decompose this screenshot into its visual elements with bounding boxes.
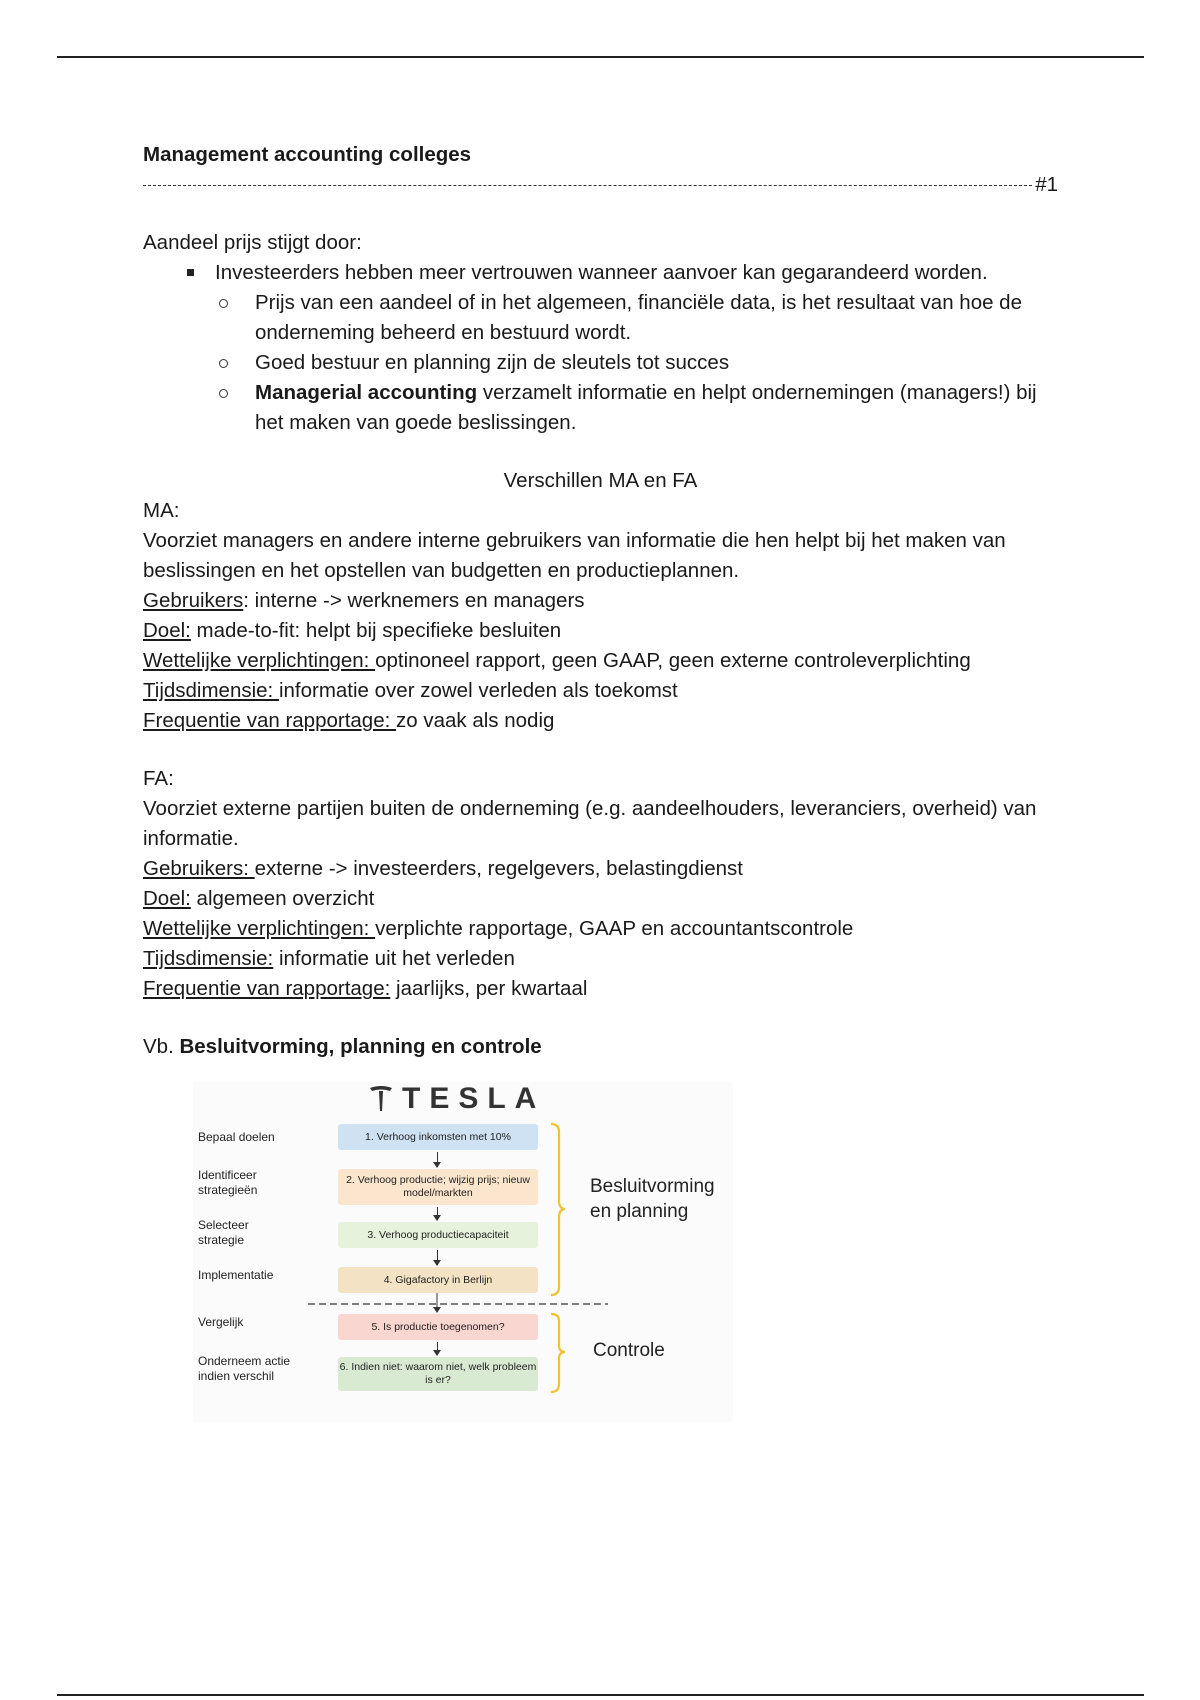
fa-description: Voorziet externe partijen buiten de onderneming (e.g. aandeelhouders, leveranciers, overheid) van informatie. [143,797,1037,850]
ma-row: Gebruikers: interne -> werknemers en managers [143,589,585,612]
footer-rule [57,1694,1144,1696]
dashed-separator [143,170,1058,200]
list-item: Prijs van een aandeel of in het algemeen, financiële data, is het resultaat van hoe de onderneming beheerd en bestuurd wordt. [219,288,1058,348]
ma-row: Doel: made-to-fit: helpt bij specifieke besluiten [143,619,562,642]
step-box: 1. Verhoog inkomsten met 10% [338,1124,538,1150]
intro-list [143,258,1058,438]
step-label: Onderneem actie indien verschil [198,1354,291,1383]
list-item: Investeerders hebben meer vertrouwen wanneer aanvoer kan gegarandeerd worden. Prijs van een aandeel of in het algemeen, financiële data, is het resultaat van hoe de onderneming beheerd en bestuurd wordt. Goed bestuur en planning zijn de sleutels tot succes Managerial accounting verzamelt informatie en helpt ondernemingen (managers!) bij het maken van goede beslissingen. [183,258,1058,438]
list-item: Goed bestuur en planning zijn de sleutels tot succes [219,348,1058,378]
ma-label: MA: [143,499,180,522]
ma-row: Tijdsdimensie: informatie over zowel verleden als toekomst [143,679,678,702]
ma-row: Wettelijke verplichtingen: optinoneel rapport, geen GAAP, geen externe controleverplichting [143,649,971,672]
section-heading: Verschillen MA en FA [503,469,698,492]
step-label: Vergelijk [198,1315,244,1329]
down-arrow-icon [437,1152,438,1167]
intro-heading: Aandeel prijs stijgt door: [143,231,362,254]
fa-row: Frequentie van rapportage: jaarlijks, per kwartaal [143,977,588,1000]
tesla-logo [368,1084,545,1114]
down-arrow-icon [437,1207,438,1220]
doc-title: Management accounting colleges [143,143,472,166]
tesla-process-diagram [193,1082,733,1422]
group-label-control: Controle [593,1340,665,1361]
tesla-wordmark: TESLA [402,1082,546,1115]
step-label: Implementatie [198,1268,274,1282]
bold-term: Managerial accounting [255,381,478,404]
sub-list [215,288,1058,438]
brace-icon [549,1312,567,1394]
fa-row: Gebruikers: externe -> investeerders, regelgevers, belastingdienst [143,857,743,880]
ma-row: Frequentie van rapportage: zo vaak als nodig [143,709,555,732]
document-page [143,140,1058,1422]
example-heading: Vb. Besluitvorming, planning en controle [143,1035,542,1058]
fa-label: FA: [143,767,174,790]
step-label: Bepaal doelen [198,1130,275,1144]
group-label-planning: Besluitvorming en planning [590,1176,715,1222]
step-label: Identificeer strategieën [198,1168,258,1197]
fa-row: Doel: algemeen overzicht [143,887,375,910]
step-label: Selecteer strategie [198,1218,249,1247]
tesla-t-icon [368,1085,394,1113]
down-arrow-icon [437,1342,438,1355]
step-box: 6. Indien niet: waarom niet, welk probleem is er? [338,1357,538,1391]
step-box: 3. Verhoog productiecapaciteit [338,1222,538,1248]
step-box: 4. Gigafactory in Berlijn [338,1267,538,1293]
list-item: Managerial accounting verzamelt informatie en helpt ondernemingen (managers!) bij het maken van goede beslissingen. [219,378,1058,438]
fa-row: Wettelijke verplichtingen: verplichte rapportage, GAAP en accountantscontrole [143,917,854,940]
down-arrow-icon [437,1250,438,1265]
ma-description: Voorziet managers en andere interne gebruikers van informatie die hen helpt bij het maken van beslissingen en het opstellen van budgetten en productieplannen. [143,529,1006,582]
section-number: #1 [1035,173,1058,196]
fa-row: Tijdsdimensie: informatie uit het verleden [143,947,515,970]
step-box: 2. Verhoog productie; wijzig prijs; nieuw model/markten [338,1169,538,1205]
brace-icon [549,1122,567,1297]
step-box: 5. Is productie toegenomen? [338,1314,538,1340]
header-rule [57,56,1144,58]
